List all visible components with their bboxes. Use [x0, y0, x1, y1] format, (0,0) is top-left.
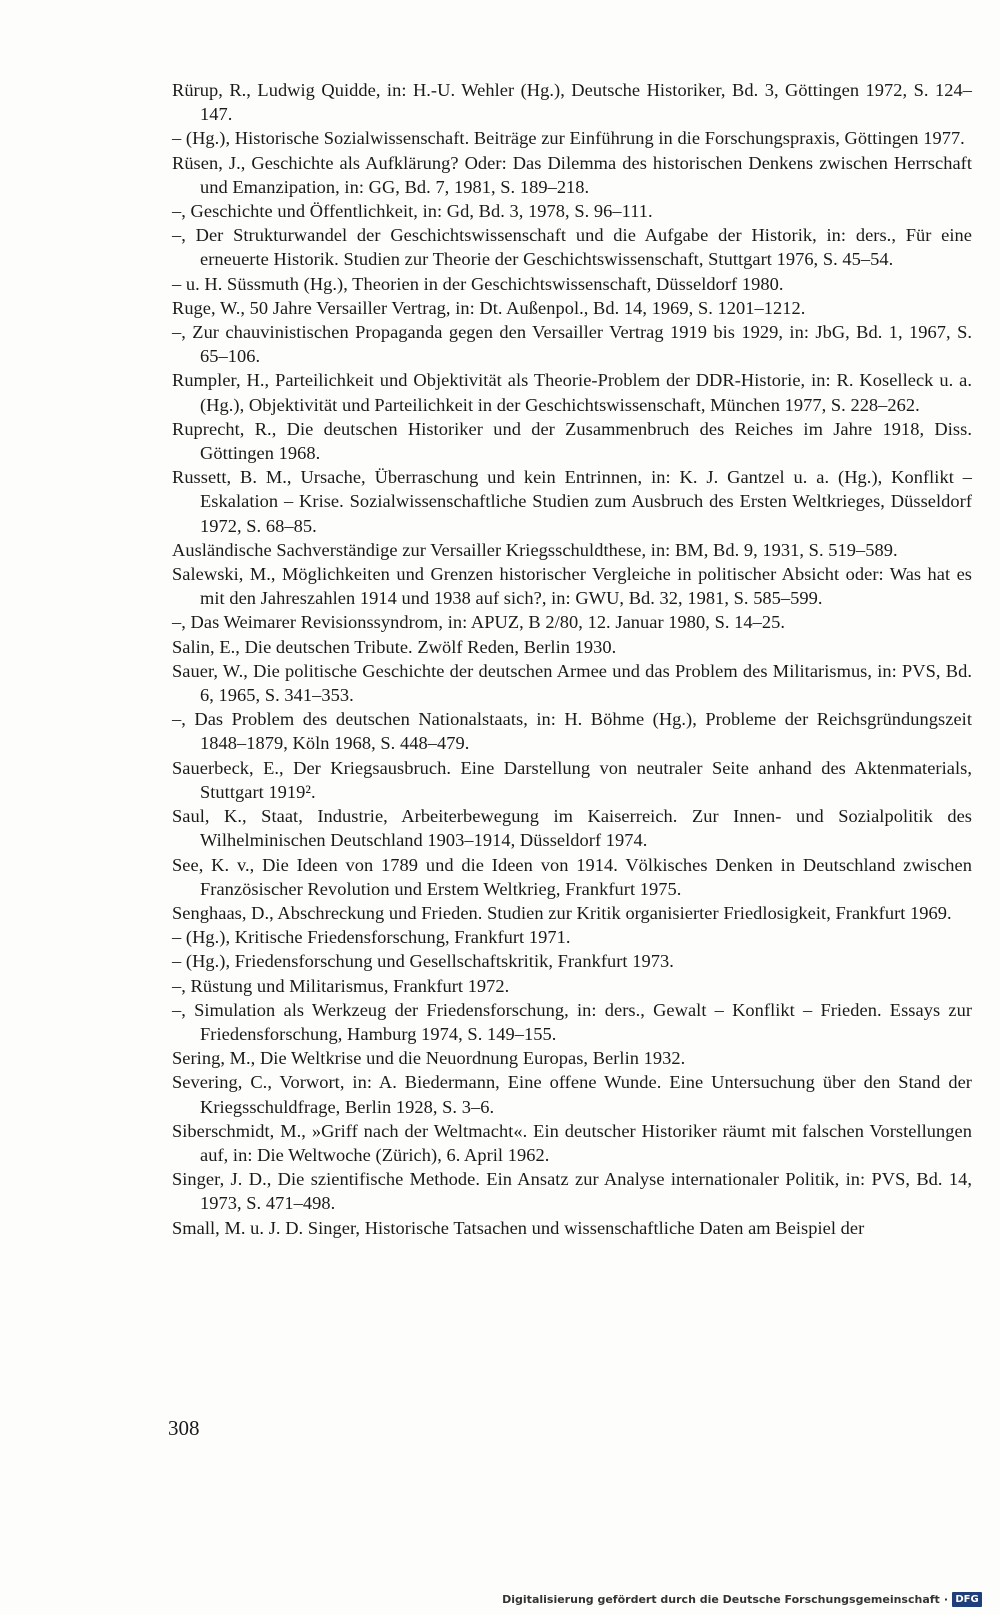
bibliography-entry: –, Das Weimarer Revisionssyndrom, in: APUZ, B 2/80, 12. Januar 1980, S. 14–25.: [172, 612, 786, 633]
bibliography-entry: –, Rüstung und Militarismus, Frankfurt 1972.: [172, 975, 510, 996]
bibliography-entry: –, Zur chauvinistischen Propaganda gegen den Versailler Vertrag 1919 bis 1929, in: JbG, Bd. 1, 1967, S. 65–106.: [172, 322, 972, 367]
bibliography-entry: – u. H. Süssmuth (Hg.), Theorien in der Geschichtswissenschaft, Düsseldorf 1980.: [172, 273, 784, 294]
bibliography-entry: Rürup, R., Ludwig Quidde, in: H.-U. Wehler (Hg.), Deutsche Historiker, Bd. 3, Göttingen 1972, S. 124–147.: [172, 80, 972, 125]
bibliography-entry: Ruprecht, R., Die deutschen Historiker und der Zusammenbruch des Reiches im Jahre 1918, Diss. Göttingen 1968.: [172, 418, 972, 464]
bibliography-entry: Salewski, M., Möglichkeiten und Grenzen historischer Vergleiche in politischer Absicht oder: Was hat es mit den Jahreszahlen 1914 und 1938 auf sich?, in: GWU, Bd. 32, 1981, S. 585–599.: [172, 564, 972, 609]
bibliography-list: [172, 78, 972, 1240]
bibliography-entry: Rüsen, J., Geschichte als Aufklärung? Oder: Das Dilemma des historischen Denkens zwischen Herrschaft und Emanzipation, in: GG, Bd. 7, 1981, S. 189–218.: [172, 152, 972, 197]
footer-separator: ·: [943, 1593, 948, 1606]
bibliography-entry: – (Hg.), Historische Sozialwissenschaft. Beiträge zur Einführung in die Forschungspraxis, Göttingen 1977.: [172, 128, 965, 149]
bibliography-entry: Russett, B. M., Ursache, Überraschung und kein Entrinnen, in: K. J. Gantzel u. a. (Hg.), Konflikt – Eskalation – Krise. Sozialwissenschaftliche Studien zum Ausbruch des Ersten Weltkrieges, Düsseldorf 1972, S. 68–85.: [172, 467, 972, 536]
bibliography-entry: –, Das Problem des deutschen Nationalstaats, in: H. Böhme (Hg.), Probleme der Reichsgründungszeit 1848–1879, Köln 1968, S. 448–479.: [172, 709, 972, 754]
bibliography-entry: Saul, K., Staat, Industrie, Arbeiterbewegung im Kaiserreich. Zur Innen- und Sozialpolitik des Wilhelminischen Deutschland 1903–1914, Düsseldorf 1974.: [172, 806, 972, 851]
bibliography-entry: Ruge, W., 50 Jahre Versailler Vertrag, in: Dt. Außenpol., Bd. 14, 1969, S. 1201–1212.: [172, 297, 806, 318]
bibliography-entry: Singer, J. D., Die szientifische Methode. Ein Ansatz zur Analyse internationaler Politik, in: PVS, Bd. 14, 1973, S. 471–498.: [172, 1169, 972, 1214]
bibliography-entry: –, Der Strukturwandel der Geschichtswissenschaft und die Aufgabe der Historik, in: ders., Für eine erneuerte Historik. Studien zur Theorie der Geschichtswissenschaft, Stuttgart 1976, S. 45–54.: [172, 225, 972, 270]
bibliography-entry: See, K. v., Die Ideen von 1789 und die Ideen von 1914. Völkisches Denken in Deutschland zwischen Französischer Revolution und Erstem Weltkrieg, Frankfurt 1975.: [172, 854, 972, 899]
bibliography-entry: – (Hg.), Kritische Friedensforschung, Frankfurt 1971.: [172, 927, 571, 948]
bibliography-entry: Rumpler, H., Parteilichkeit und Objektivität als Theorie-Problem der DDR-Historie, in: R. Koselleck u. a. (Hg.), Objektivität und Parteilichkeit in der Geschichtswissenschaft, München 1977, S. 228–262.: [172, 370, 972, 415]
digitization-footer: [502, 1592, 982, 1607]
bibliography-entry: Severing, C., Vorwort, in: A. Biedermann, Eine offene Wunde. Eine Untersuchung über den Stand der Kriegsschuldfrage, Berlin 1928, S. 3–6.: [172, 1072, 972, 1117]
bibliography-entry: Ausländische Sachverständige zur Versailler Kriegsschuldthese, in: BM, Bd. 9, 1931, S. 519–589.: [172, 539, 898, 560]
bibliography-entry: Small, M. u. J. D. Singer, Historische Tatsachen und wissenschaftliche Daten am Beispiel der: [172, 1217, 865, 1238]
bibliography-entry: Sering, M., Die Weltkrise und die Neuordnung Europas, Berlin 1932.: [172, 1048, 686, 1069]
bibliography-entry: – (Hg.), Friedensforschung und Gesellschaftskritik, Frankfurt 1973.: [172, 951, 674, 972]
bibliography-entry: –, Geschichte und Öffentlichkeit, in: Gd, Bd. 3, 1978, S. 96–111.: [172, 201, 653, 222]
bibliography-entry: Sauer, W., Die politische Geschichte der deutschen Armee und das Problem des Militarismus, in: PVS, Bd. 6, 1965, S. 341–353.: [172, 660, 972, 706]
page-number: 308: [168, 1416, 200, 1440]
dfg-logo-icon: DFG: [952, 1592, 982, 1607]
footer-credit-text: Digitalisierung gefördert durch die Deutsche Forschungsgemeinschaft: [502, 1593, 940, 1606]
bibliography-entry: Salin, E., Die deutschen Tribute. Zwölf Reden, Berlin 1930.: [172, 636, 617, 657]
bibliography-entry: Sauerbeck, E., Der Kriegsausbruch. Eine Darstellung von neutraler Seite anhand des Aktenmaterials, Stuttgart 1919².: [172, 757, 972, 802]
bibliography-entry: Siberschmidt, M., »Griff nach der Weltmacht«. Ein deutscher Historiker räumt mit falschen Vorstellungen auf, in: Die Weltwoche (Zürich), 6. April 1962.: [172, 1120, 972, 1165]
bibliography-entry: Senghaas, D., Abschreckung und Frieden. Studien zur Kritik organisierter Friedlosigkeit, Frankfurt 1969.: [172, 902, 952, 923]
bibliography-entry: –, Simulation als Werkzeug der Friedensforschung, in: ders., Gewalt – Konflikt – Frieden. Essays zur Friedensforschung, Hamburg 1974, S. 149–155.: [172, 999, 972, 1044]
